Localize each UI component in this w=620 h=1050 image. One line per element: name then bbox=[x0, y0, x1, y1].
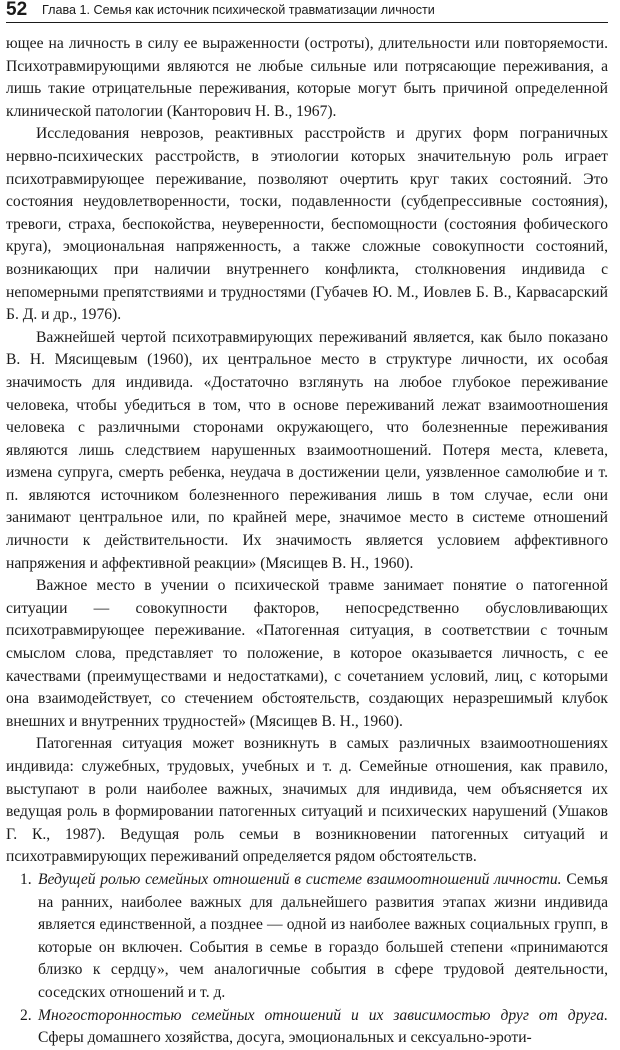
list-item-heading: Ведущей ролью семейных отношений в системе взаимоотношений личности. bbox=[38, 870, 562, 888]
list-item-text: Сферы домашнего хозяйства, досуга, эмоциональных и сексуально-эроти- bbox=[38, 1029, 532, 1047]
paragraph: Патогенная ситуация может возникнуть в самых различных взаимоотношениях индивида: служебных, трудовых, учебных и т. д. Семейные отношения, как правило, выступают в роли наиболее важных, значимых для индивида, чем объясняется их ведущая роль в формировании патогенных ситуаций и психических нарушений (Ушаков Г. К., 1987). Ведущая роль семьи в возникновении патогенных ситуаций и психотравмирующих переживаний определяется рядом обстоятельств. bbox=[6, 735, 608, 866]
paragraph: Важнейшей чертой психотравмирующих переживаний является, как было показано В. Н. Мясищевым (1960), их центральное место в структуре личности, их особая значимость для индивида. «Достаточно взглянуть на любое глубокое переживание человека, чтобы убедиться в том, что в основе переживаний лежат взаимоотношения человека с различными сторонами окружающего, что болезненные переживания являются лишь следствием нарушенных взаимоотношений. Потеря места, клевета, измена супруга, смерть ребенка, неудача в достижении цели, уязвленное самолюбие и т. п. являются источником болезненного переживания лишь в том случае, если они занимают центральное или, по крайней мере, значимое место в системе отношений личности к действительности. Их значимость является условием аффективного напряжения и аффективной реакции» (Мясищев В. Н., 1960). bbox=[6, 328, 608, 572]
list-item bbox=[6, 1005, 608, 1050]
numbered-list bbox=[6, 869, 608, 1050]
paragraph: Исследования неврозов, реактивных расстройств и других форм пограничных нервно-психических расстройств, в этиологии которых значительную роль играет психотравмирующее переживание, позволяют очертить круг таких состояний. Это состояния неудовлетворенности, тоски, подавленности (субдепрессивные состояния), тревоги, страха, беспокойства, неуверенности, беспомощности (состояния фобического круга), эмоциональная напряженность, а также сложные совокупности состояний, возникающих при наличии внутреннего конфликта, столкновения индивида с непомерными препятствиями и трудностями (Губачев Ю. М., Иовлев Б. В., Карвасарский Б. Д. и др., 1976). bbox=[6, 125, 608, 324]
page-number: 52 bbox=[6, 0, 28, 20]
running-title: Глава 1. Семья как источник психической травматизации личности bbox=[42, 3, 435, 17]
paragraph: Важное место в учении о психической травме занимает понятие о патогенной ситуации — совокупности факторов, непосредственно обусловливающих психотравмирующее переживание. «Патогенная ситуация, в соответствии с точным смыслом слова, представляет то положение, в которое оказывается личность, с ее качествами (преимуществами и недостатками), с сочетанием условий, лиц, с которыми она взаимодействует, со стечением обстоятельств, создающих неразрешимый клубок внешних и внутренних трудностей» (Мясищев В. Н., 1960). bbox=[6, 577, 608, 730]
list-item-number: 2. bbox=[20, 1006, 32, 1024]
header-rule bbox=[6, 22, 608, 23]
page-body bbox=[6, 33, 608, 1050]
list-item bbox=[6, 869, 608, 1005]
page-header bbox=[0, 0, 620, 26]
paragraph: ющее на личность в силу ее выраженности (остроты), длительности или повторяемости. Психотравмирующими являются не любые сильные или потрясающие переживания, а лишь такие отрицательные переживания, которые могут быть причиной определенной клинической патологии (Канторович Н. В., 1967). bbox=[6, 35, 608, 120]
list-item-number: 1. bbox=[20, 870, 32, 888]
list-item-text: Семья на ранних, наиболее важных для дальнейшего развития этапах жизни индивида является единственной, а позднее — одной из наиболее важных социальных групп, в которые он включен. События в семье в гораздо большей степени «принимаются близко к сердцу», чем аналогичные события в сфере трудовой деятельности, соседских отношений и т. д. bbox=[38, 870, 608, 1001]
list-item-heading: Многосторонностью семейных отношений и их зависимостью друг от друга. bbox=[38, 1006, 608, 1024]
